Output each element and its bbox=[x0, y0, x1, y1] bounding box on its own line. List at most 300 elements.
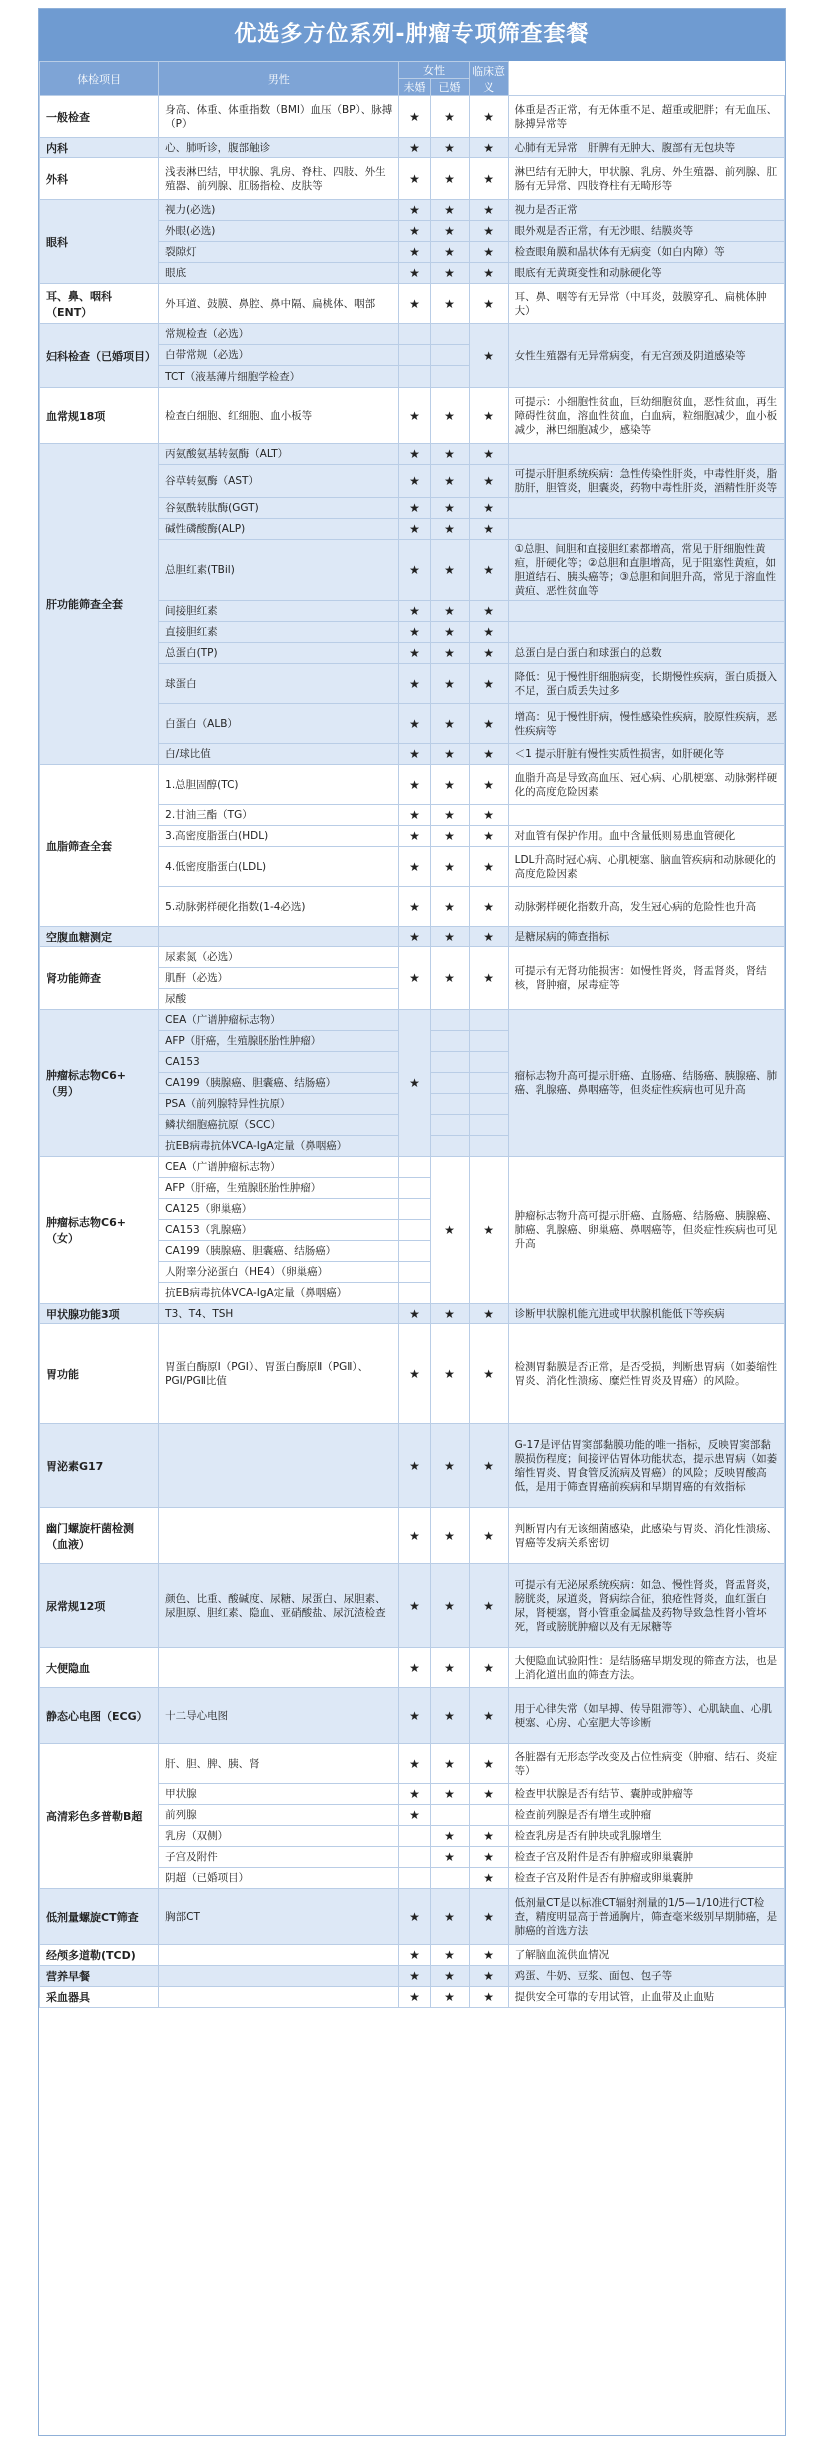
married-mark: ★ bbox=[469, 1157, 508, 1304]
male-mark: ★ bbox=[399, 947, 430, 1010]
category-cell: 眼科 bbox=[40, 200, 159, 284]
meaning-cell bbox=[508, 519, 784, 540]
category-cell: 低剂量螺旋CT筛查 bbox=[40, 1889, 159, 1945]
unmarried-mark: ★ bbox=[430, 1324, 469, 1424]
married-mark: ★ bbox=[469, 1304, 508, 1324]
married-mark: ★ bbox=[469, 805, 508, 826]
married-mark bbox=[469, 1115, 508, 1136]
meaning-cell: 各脏器有无形态学改变及占位性病变（肿瘤、结石、炎症等） bbox=[508, 1744, 784, 1784]
married-mark: ★ bbox=[469, 826, 508, 847]
item-cell: AFP（肝癌，生殖腺胚胎性肿瘤） bbox=[159, 1178, 399, 1199]
item-cell bbox=[159, 1945, 399, 1966]
category-cell: 胃功能 bbox=[40, 1324, 159, 1424]
meaning-cell: 提供安全可靠的专用试管，止血带及止血贴 bbox=[508, 1987, 784, 2008]
item-cell: CEA（广谱肿瘤标志物） bbox=[159, 1010, 399, 1031]
male-mark: ★ bbox=[399, 444, 430, 465]
unmarried-mark: ★ bbox=[430, 1826, 469, 1847]
married-mark: ★ bbox=[469, 1564, 508, 1648]
unmarried-mark: ★ bbox=[430, 1304, 469, 1324]
item-cell: 白蛋白（ALB） bbox=[159, 704, 399, 744]
meaning-cell: 检查子宫及附件是否有肿瘤或卵巢囊肿 bbox=[508, 1868, 784, 1889]
male-mark: ★ bbox=[399, 1889, 430, 1945]
male-mark: ★ bbox=[399, 1508, 430, 1564]
unmarried-mark: ★ bbox=[430, 826, 469, 847]
table-row bbox=[40, 1744, 785, 1784]
male-mark bbox=[399, 1199, 430, 1220]
meaning-cell: 眼外观是否正常，有无沙眼、结膜炎等 bbox=[508, 221, 784, 242]
item-cell: 十二导心电图 bbox=[159, 1688, 399, 1744]
male-mark: ★ bbox=[399, 826, 430, 847]
meaning-cell: 检查乳房是否有肿块或乳腺增生 bbox=[508, 1826, 784, 1847]
married-mark: ★ bbox=[469, 1847, 508, 1868]
category-cell: 经颅多道勒(TCD) bbox=[40, 1945, 159, 1966]
item-cell bbox=[159, 1987, 399, 2008]
married-mark: ★ bbox=[469, 498, 508, 519]
married-mark: ★ bbox=[469, 947, 508, 1010]
meaning-cell: 眼底有无黄斑变性和动脉硬化等 bbox=[508, 263, 784, 284]
table-row bbox=[40, 947, 785, 968]
male-mark: ★ bbox=[399, 388, 430, 444]
header-male: 男性 bbox=[159, 62, 399, 96]
unmarried-mark: ★ bbox=[430, 284, 469, 324]
unmarried-mark: ★ bbox=[430, 887, 469, 927]
meaning-cell: ＜1 提示肝脏有慢性实质性损害，如肝硬化等 bbox=[508, 744, 784, 765]
married-mark bbox=[469, 1073, 508, 1094]
item-cell: 2.甘油三酯（TG） bbox=[159, 805, 399, 826]
item-cell: 谷氨酰转肽酶(GGT) bbox=[159, 498, 399, 519]
item-cell: 白/球比值 bbox=[159, 744, 399, 765]
table-header bbox=[40, 62, 785, 96]
unmarried-mark bbox=[430, 1031, 469, 1052]
item-cell: 抗EB病毒抗体VCA-IgA定量（鼻咽癌） bbox=[159, 1136, 399, 1157]
unmarried-mark bbox=[430, 1052, 469, 1073]
unmarried-mark: ★ bbox=[430, 664, 469, 704]
married-mark: ★ bbox=[469, 1688, 508, 1744]
category-cell: 肾功能筛查 bbox=[40, 947, 159, 1010]
unmarried-mark: ★ bbox=[430, 158, 469, 200]
category-cell: 肿瘤标志物C6+（男） bbox=[40, 1010, 159, 1157]
page-title: 优选多方位系列-肿瘤专项筛查套餐 bbox=[39, 9, 785, 61]
unmarried-mark: ★ bbox=[430, 805, 469, 826]
male-mark bbox=[399, 1868, 430, 1889]
category-cell: 幽门螺旋杆菌检测（血液） bbox=[40, 1508, 159, 1564]
unmarried-mark bbox=[430, 1805, 469, 1826]
item-cell: 白带常规（必选） bbox=[159, 345, 399, 366]
male-mark: ★ bbox=[399, 704, 430, 744]
male-mark bbox=[399, 1178, 430, 1199]
male-mark: ★ bbox=[399, 1688, 430, 1744]
male-mark: ★ bbox=[399, 138, 430, 158]
male-mark: ★ bbox=[399, 284, 430, 324]
unmarried-mark: ★ bbox=[430, 242, 469, 263]
married-mark: ★ bbox=[469, 601, 508, 622]
table-row bbox=[40, 927, 785, 947]
item-cell: 颜色、比重、酸碱度、尿糖、尿蛋白、尿胆素、尿胆原、胆红素、隐血、亚硝酸盐、尿沉渣检查 bbox=[159, 1564, 399, 1648]
item-cell: 球蛋白 bbox=[159, 664, 399, 704]
table-row bbox=[40, 765, 785, 805]
item-cell: CA153 bbox=[159, 1052, 399, 1073]
married-mark: ★ bbox=[469, 744, 508, 765]
male-mark bbox=[399, 1826, 430, 1847]
meaning-cell: 检查甲状腺是否有结节、囊肿或肿瘤等 bbox=[508, 1784, 784, 1805]
male-mark: ★ bbox=[399, 1564, 430, 1648]
meaning-cell: 低剂量CT是以标准CT辐射剂量的1/5—1/10进行CT检查，精度明显高于普通胸片，筛查毫米级别早期肺癌，是肺癌的首选方法 bbox=[508, 1889, 784, 1945]
item-cell: 视力(必选) bbox=[159, 200, 399, 221]
meaning-cell: 对血管有保护作用。血中含量低则易患血管硬化 bbox=[508, 826, 784, 847]
meaning-cell bbox=[508, 444, 784, 465]
male-mark: ★ bbox=[399, 1304, 430, 1324]
meaning-cell bbox=[508, 498, 784, 519]
unmarried-mark: ★ bbox=[430, 927, 469, 947]
married-mark: ★ bbox=[469, 96, 508, 138]
category-cell: 高清彩色多普勒B超 bbox=[40, 1744, 159, 1889]
male-mark: ★ bbox=[399, 1424, 430, 1508]
unmarried-mark: ★ bbox=[430, 200, 469, 221]
meaning-cell: 降低：见于慢性肝细胞病变，长期慢性疾病，蛋白质摄入不足，蛋白质丢失过多 bbox=[508, 664, 784, 704]
male-mark: ★ bbox=[399, 765, 430, 805]
male-mark bbox=[399, 1262, 430, 1283]
married-mark: ★ bbox=[469, 1987, 508, 2008]
married-mark bbox=[469, 1136, 508, 1157]
package-card bbox=[38, 8, 786, 2436]
meaning-cell bbox=[508, 622, 784, 643]
unmarried-mark: ★ bbox=[430, 1157, 469, 1304]
item-cell: 外眼(必选) bbox=[159, 221, 399, 242]
married-mark: ★ bbox=[469, 704, 508, 744]
male-mark: ★ bbox=[399, 158, 430, 200]
category-cell: 胃泌素G17 bbox=[40, 1424, 159, 1508]
item-cell: 丙氨酸氨基转氨酶（ALT） bbox=[159, 444, 399, 465]
table-row bbox=[40, 1010, 785, 1031]
category-cell: 血脂筛查全套 bbox=[40, 765, 159, 927]
table-row bbox=[40, 324, 785, 345]
meaning-cell: 判断胃内有无该细菌感染，此感染与胃炎、消化性溃疡、胃癌等发病关系密切 bbox=[508, 1508, 784, 1564]
married-mark: ★ bbox=[469, 388, 508, 444]
item-cell: 5.动脉粥样硬化指数(1-4必选) bbox=[159, 887, 399, 927]
item-cell: PSA（前列腺特异性抗原） bbox=[159, 1094, 399, 1115]
married-mark: ★ bbox=[469, 887, 508, 927]
item-cell: 尿酸 bbox=[159, 989, 399, 1010]
married-mark bbox=[469, 1010, 508, 1031]
married-mark: ★ bbox=[469, 465, 508, 498]
item-cell: 甲状腺 bbox=[159, 1784, 399, 1805]
married-mark: ★ bbox=[469, 444, 508, 465]
item-cell: 肝、胆、脾、胰、肾 bbox=[159, 1744, 399, 1784]
male-mark: ★ bbox=[399, 465, 430, 498]
item-cell: 裂隙灯 bbox=[159, 242, 399, 263]
unmarried-mark: ★ bbox=[430, 947, 469, 1010]
item-cell: 心、肺听诊，腹部触诊 bbox=[159, 138, 399, 158]
item-cell: 谷草转氨酶（AST） bbox=[159, 465, 399, 498]
category-cell: 采血器具 bbox=[40, 1987, 159, 2008]
category-cell: 营养早餐 bbox=[40, 1966, 159, 1987]
meaning-cell: 瘤标志物升高可提示肝癌、直肠癌、结肠癌、胰腺癌、肺癌、乳腺癌、鼻咽癌等，但炎症性疾病也可见升高 bbox=[508, 1010, 784, 1157]
married-mark bbox=[469, 1094, 508, 1115]
meaning-cell: 心肺有无异常 肝脾有无肿大、腹部有无包块等 bbox=[508, 138, 784, 158]
married-mark: ★ bbox=[469, 1945, 508, 1966]
item-cell bbox=[159, 1424, 399, 1508]
married-mark: ★ bbox=[469, 1648, 508, 1688]
married-mark: ★ bbox=[469, 643, 508, 664]
item-cell: AFP（肝癌，生殖腺胚胎性肿瘤） bbox=[159, 1031, 399, 1052]
married-mark: ★ bbox=[469, 284, 508, 324]
meaning-cell: G-17是评估胃窦部黏膜功能的唯一指标，反映胃窦部黏膜损伤程度；间接评估胃体功能状态，提示患胃病（如萎缩性胃炎、胃食管反流病及胃癌）的风险；反映胃酸高低，是用于筛查胃癌前疾病和早期胃癌的有效指标 bbox=[508, 1424, 784, 1508]
meaning-cell: 大便隐血试验阳性：是结肠癌早期发现的筛查方法，也是上消化道出血的筛查方法。 bbox=[508, 1648, 784, 1688]
meaning-cell: 体重是否正常，有无体重不足、超重或肥胖；有无血压、脉搏异常等 bbox=[508, 96, 784, 138]
male-mark bbox=[399, 1283, 430, 1304]
table-body bbox=[40, 96, 785, 2008]
married-mark: ★ bbox=[469, 847, 508, 887]
table-row bbox=[40, 1324, 785, 1424]
unmarried-mark: ★ bbox=[430, 744, 469, 765]
unmarried-mark: ★ bbox=[430, 1424, 469, 1508]
married-mark: ★ bbox=[469, 200, 508, 221]
header-meaning: 临床意义 bbox=[469, 62, 508, 96]
meaning-cell: 检查前列腺是否有增生或肿瘤 bbox=[508, 1805, 784, 1826]
meaning-cell: 总蛋白是白蛋白和球蛋白的总数 bbox=[508, 643, 784, 664]
header-unmarried: 未婚 bbox=[399, 79, 430, 96]
item-cell: 人附睾分泌蛋白（HE4）（卵巢癌） bbox=[159, 1262, 399, 1283]
category-cell: 耳、鼻、咽科（ENT） bbox=[40, 284, 159, 324]
unmarried-mark bbox=[430, 1115, 469, 1136]
male-mark: ★ bbox=[399, 1648, 430, 1688]
male-mark: ★ bbox=[399, 242, 430, 263]
category-cell: 大便隐血 bbox=[40, 1648, 159, 1688]
unmarried-mark: ★ bbox=[430, 1889, 469, 1945]
unmarried-mark: ★ bbox=[430, 704, 469, 744]
category-cell: 妇科检查（已婚项目） bbox=[40, 324, 159, 388]
married-mark: ★ bbox=[469, 540, 508, 601]
unmarried-mark bbox=[430, 1073, 469, 1094]
item-cell: 直接胆红素 bbox=[159, 622, 399, 643]
meaning-cell: 可提示有无泌尿系统疾病：如急、慢性肾炎，肾盂肾炎，膀胱炎，尿道炎，肾病综合征，狼疮性肾炎，血红蛋白尿，肾梗塞，肾小管重金属盐及药物导致急性肾小管坏死，肾或膀胱肿瘤以及有无尿糖等 bbox=[508, 1564, 784, 1648]
item-cell: 4.低密度脂蛋白(LDL) bbox=[159, 847, 399, 887]
unmarried-mark: ★ bbox=[430, 221, 469, 242]
item-cell: 浅表淋巴结，甲状腺、乳房、脊柱、四肢、外生殖器、前列腺、肛肠指检、皮肤等 bbox=[159, 158, 399, 200]
category-cell: 尿常规12项 bbox=[40, 1564, 159, 1648]
meaning-cell: 鸡蛋、牛奶、豆浆、面包、包子等 bbox=[508, 1966, 784, 1987]
unmarried-mark bbox=[430, 345, 469, 366]
male-mark: ★ bbox=[399, 601, 430, 622]
married-mark: ★ bbox=[469, 519, 508, 540]
male-mark: ★ bbox=[399, 1744, 430, 1784]
item-cell: CA153（乳腺癌） bbox=[159, 1220, 399, 1241]
unmarried-mark bbox=[430, 324, 469, 345]
male-mark: ★ bbox=[399, 1966, 430, 1987]
unmarried-mark: ★ bbox=[430, 1784, 469, 1805]
unmarried-mark: ★ bbox=[430, 1966, 469, 1987]
married-mark bbox=[469, 1052, 508, 1073]
married-mark: ★ bbox=[469, 1744, 508, 1784]
male-mark: ★ bbox=[399, 622, 430, 643]
table-row bbox=[40, 1889, 785, 1945]
unmarried-mark: ★ bbox=[430, 601, 469, 622]
married-mark: ★ bbox=[469, 927, 508, 947]
male-mark bbox=[399, 1220, 430, 1241]
male-mark: ★ bbox=[399, 1945, 430, 1966]
male-mark: ★ bbox=[399, 643, 430, 664]
male-mark bbox=[399, 324, 430, 345]
unmarried-mark: ★ bbox=[430, 1744, 469, 1784]
table-row bbox=[40, 1945, 785, 1966]
unmarried-mark: ★ bbox=[430, 498, 469, 519]
category-cell: 外科 bbox=[40, 158, 159, 200]
item-cell: 胃蛋白酶原Ⅰ（PGⅠ）、胃蛋白酶原Ⅱ（PGⅡ）、PGⅠ/PGⅡ比值 bbox=[159, 1324, 399, 1424]
table-row bbox=[40, 1648, 785, 1688]
meaning-cell: 视力是否正常 bbox=[508, 200, 784, 221]
male-mark: ★ bbox=[399, 1805, 430, 1826]
male-mark: ★ bbox=[399, 1324, 430, 1424]
unmarried-mark bbox=[430, 1010, 469, 1031]
item-cell: TCT（液基薄片细胞学检查） bbox=[159, 366, 399, 388]
table-row bbox=[40, 444, 785, 465]
unmarried-mark: ★ bbox=[430, 263, 469, 284]
unmarried-mark: ★ bbox=[430, 96, 469, 138]
male-mark: ★ bbox=[399, 1010, 430, 1157]
table-row bbox=[40, 138, 785, 158]
married-mark: ★ bbox=[469, 1966, 508, 1987]
item-cell: CA199（胰腺癌、胆囊癌、结肠癌） bbox=[159, 1241, 399, 1262]
item-cell: 总蛋白(TP) bbox=[159, 643, 399, 664]
male-mark: ★ bbox=[399, 1784, 430, 1805]
unmarried-mark: ★ bbox=[430, 1508, 469, 1564]
married-mark: ★ bbox=[469, 1868, 508, 1889]
married-mark: ★ bbox=[469, 1784, 508, 1805]
header-female: 女性 bbox=[399, 62, 469, 79]
item-cell: CA199（胰腺癌、胆囊癌、结肠癌） bbox=[159, 1073, 399, 1094]
male-mark bbox=[399, 345, 430, 366]
table-row bbox=[40, 284, 785, 324]
item-cell bbox=[159, 1648, 399, 1688]
male-mark: ★ bbox=[399, 263, 430, 284]
married-mark: ★ bbox=[469, 263, 508, 284]
married-mark: ★ bbox=[469, 1424, 508, 1508]
male-mark: ★ bbox=[399, 1987, 430, 2008]
meaning-cell: 可提示肝胆系统疾病：急性传染性肝炎，中毒性肝炎，脂肪肝，胆管炎，胆囊炎，药物中毒性肝炎，酒精性肝炎等 bbox=[508, 465, 784, 498]
checkup-table bbox=[39, 61, 785, 2008]
table-row bbox=[40, 1564, 785, 1648]
header-married: 已婚 bbox=[430, 79, 469, 96]
item-cell: 身高、体重、体重指数（BMI）血压（BP）、脉搏（P） bbox=[159, 96, 399, 138]
item-cell: 碱性磷酸酶(ALP) bbox=[159, 519, 399, 540]
item-cell: 前列腺 bbox=[159, 1805, 399, 1826]
category-cell: 一般检查 bbox=[40, 96, 159, 138]
unmarried-mark bbox=[430, 1136, 469, 1157]
male-mark bbox=[399, 1847, 430, 1868]
category-cell: 肝功能筛查全套 bbox=[40, 444, 159, 765]
unmarried-mark: ★ bbox=[430, 765, 469, 805]
unmarried-mark bbox=[430, 1868, 469, 1889]
married-mark: ★ bbox=[469, 324, 508, 388]
item-cell: 眼底 bbox=[159, 263, 399, 284]
meaning-cell: 增高：见于慢性肝病，慢性感染性疾病，胶原性疾病，恶性疾病等 bbox=[508, 704, 784, 744]
item-cell: 子宫及附件 bbox=[159, 1847, 399, 1868]
unmarried-mark: ★ bbox=[430, 1847, 469, 1868]
meaning-cell: 诊断甲状腺机能亢进或甲状腺机能低下等疾病 bbox=[508, 1304, 784, 1324]
table-row bbox=[40, 1688, 785, 1744]
unmarried-mark: ★ bbox=[430, 138, 469, 158]
table-row bbox=[40, 1966, 785, 1987]
header-item: 体检项目 bbox=[40, 62, 159, 96]
category-cell: 甲状腺功能3项 bbox=[40, 1304, 159, 1324]
unmarried-mark: ★ bbox=[430, 1945, 469, 1966]
male-mark: ★ bbox=[399, 887, 430, 927]
table-row bbox=[40, 96, 785, 138]
unmarried-mark bbox=[430, 366, 469, 388]
married-mark bbox=[469, 1031, 508, 1052]
meaning-cell: 耳、鼻、咽等有无异常（中耳炎，鼓膜穿孔、扁桃体肿大） bbox=[508, 284, 784, 324]
meaning-cell: 血脂升高是导致高血压、冠心病、心肌梗塞、动脉粥样硬化的高度危险因素 bbox=[508, 765, 784, 805]
item-cell: 乳房（双侧） bbox=[159, 1826, 399, 1847]
unmarried-mark: ★ bbox=[430, 1564, 469, 1648]
item-cell: 胸部CT bbox=[159, 1889, 399, 1945]
meaning-cell: 可提示有无肾功能损害：如慢性肾炎，肾盂肾炎，肾结核，肾肿瘤，尿毒症等 bbox=[508, 947, 784, 1010]
married-mark: ★ bbox=[469, 221, 508, 242]
table-row bbox=[40, 1987, 785, 2008]
male-mark: ★ bbox=[399, 540, 430, 601]
item-cell: 肌酐（必选） bbox=[159, 968, 399, 989]
item-cell: 1.总胆固醇(TC) bbox=[159, 765, 399, 805]
category-cell: 空腹血糖测定 bbox=[40, 927, 159, 947]
item-cell bbox=[159, 1966, 399, 1987]
male-mark: ★ bbox=[399, 664, 430, 704]
male-mark bbox=[399, 1241, 430, 1262]
meaning-cell: 检查子宫及附件是否有肿瘤或卵巢囊肿 bbox=[508, 1847, 784, 1868]
married-mark: ★ bbox=[469, 765, 508, 805]
item-cell bbox=[159, 1508, 399, 1564]
category-cell: 静态心电图（ECG） bbox=[40, 1688, 159, 1744]
table-row bbox=[40, 200, 785, 221]
item-cell: 检查白细胞、红细胞、血小板等 bbox=[159, 388, 399, 444]
married-mark: ★ bbox=[469, 1889, 508, 1945]
married-mark: ★ bbox=[469, 1508, 508, 1564]
table-row bbox=[40, 1508, 785, 1564]
unmarried-mark: ★ bbox=[430, 465, 469, 498]
unmarried-mark: ★ bbox=[430, 847, 469, 887]
unmarried-mark: ★ bbox=[430, 1987, 469, 2008]
meaning-cell: 是糖尿病的筛查指标 bbox=[508, 927, 784, 947]
unmarried-mark: ★ bbox=[430, 1688, 469, 1744]
item-cell: 阴超（已婚项目） bbox=[159, 1868, 399, 1889]
item-cell: 3.高密度脂蛋白(HDL) bbox=[159, 826, 399, 847]
married-mark: ★ bbox=[469, 242, 508, 263]
married-mark: ★ bbox=[469, 622, 508, 643]
married-mark: ★ bbox=[469, 1324, 508, 1424]
unmarried-mark: ★ bbox=[430, 388, 469, 444]
unmarried-mark: ★ bbox=[430, 540, 469, 601]
married-mark: ★ bbox=[469, 1826, 508, 1847]
unmarried-mark: ★ bbox=[430, 643, 469, 664]
meaning-cell: 检查眼角膜和晶状体有无病变（如白内障）等 bbox=[508, 242, 784, 263]
item-cell: 鳞状细胞癌抗原（SCC） bbox=[159, 1115, 399, 1136]
male-mark: ★ bbox=[399, 847, 430, 887]
item-cell: T3、T4、TSH bbox=[159, 1304, 399, 1324]
table-row bbox=[40, 1157, 785, 1178]
table-row bbox=[40, 158, 785, 200]
male-mark: ★ bbox=[399, 927, 430, 947]
meaning-cell: 检测胃黏膜是否正常，是否受损，判断患胃病（如萎缩性胃炎、消化性溃疡、糜烂性胃炎及胃癌）的风险。 bbox=[508, 1324, 784, 1424]
married-mark: ★ bbox=[469, 158, 508, 200]
male-mark: ★ bbox=[399, 96, 430, 138]
meaning-cell bbox=[508, 601, 784, 622]
item-cell: 常规检查（必选） bbox=[159, 324, 399, 345]
male-mark: ★ bbox=[399, 805, 430, 826]
meaning-cell: 肿瘤标志物升高可提示肝癌、直肠癌、结肠癌、胰腺癌、肺癌、乳腺癌、卵巢癌、鼻咽癌等，但炎症性疾病也可见升高 bbox=[508, 1157, 784, 1304]
meaning-cell: 了解脑血流供血情况 bbox=[508, 1945, 784, 1966]
male-mark bbox=[399, 366, 430, 388]
category-cell: 内科 bbox=[40, 138, 159, 158]
meaning-cell: 用于心律失常（如早搏、传导阻滞等）、心肌缺血、心肌梗塞、心房、心室肥大等诊断 bbox=[508, 1688, 784, 1744]
